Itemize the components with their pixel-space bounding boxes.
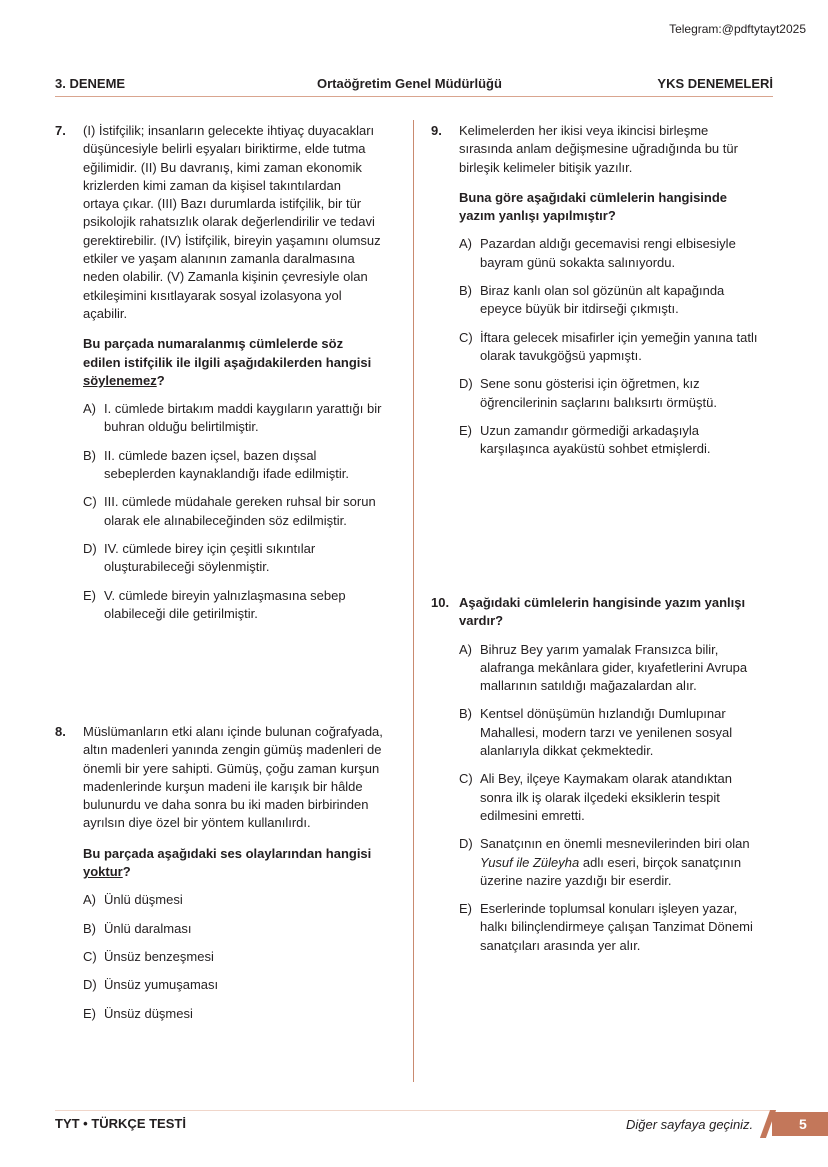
question-number: 9. xyxy=(431,123,442,138)
stem-emphasis: yoktur xyxy=(83,864,123,880)
option-label: C) xyxy=(459,771,473,787)
book-title: Yusuf ile Züleyha xyxy=(480,854,580,870)
option-text: Ünlü düşmesi xyxy=(104,892,183,908)
question-passage: Kelimelerden her ikisi veya ikincisi birleşme sırasında anlam değişmesine uğradığında bu tür birleşik kelimeler bitişik yazılır. xyxy=(459,123,738,175)
exam-number: 3. DENEME xyxy=(55,76,126,91)
option-b[interactable] xyxy=(459,282,781,319)
stem-emphasis: söylenemez xyxy=(83,372,157,388)
exam-series: YKS DENEMELERİ xyxy=(657,76,773,91)
option-text: Ali Bey, ilçeye Kaymakam olarak atandıktan sonra ilk iş olarak ilçedeki eksiklerin tespit edilmesini emretti. xyxy=(480,771,732,823)
option-label: B) xyxy=(83,920,96,936)
option-text: IV. cümlede birey için çeşitli sıkıntılar oluşturabileceği söylenmiştir. xyxy=(104,540,316,575)
option-b[interactable] xyxy=(83,447,405,484)
question-passage: Müslümanların etki alanı içinde bulunan coğrafyada, altın madenleri yanında zengin gümüş madenleri de önemli bir yere sahipti. Gümüş, çoğu zaman kurşun madenlerinde kurşun madeni ile karışık bir hâlde bulunurdu ve daha sonra bu iki maden birbirinden ayrılsın diye özel bir yöntem kullanılırdı. xyxy=(83,724,383,831)
page-header xyxy=(55,76,773,96)
option-text: İftara gelecek misafirler için yemeğin yanına tatlı olarak tavukgöğsü yapmıştı. xyxy=(480,329,758,363)
option-c[interactable] xyxy=(459,329,781,366)
option-b[interactable] xyxy=(83,920,405,938)
option-label: A) xyxy=(83,892,96,908)
option-text: Ünsüz yumuşaması xyxy=(104,977,219,993)
option-label: A) xyxy=(459,236,472,252)
option-label: B) xyxy=(83,447,96,463)
question-7 xyxy=(55,122,405,623)
option-e[interactable] xyxy=(83,1005,405,1023)
option-e[interactable] xyxy=(83,587,405,624)
option-text: III. cümlede müdahale gereken ruhsal bir sorun olarak ele alınabileceğinden söz edilmiştir. xyxy=(104,494,376,528)
question-10 xyxy=(431,594,781,955)
stem-text: Bu parçada numaralanmış cümlelerde söz edilen istifçilik ile ilgili aşağıdakilerden hangisi xyxy=(83,336,372,370)
question-stem: Buna göre aşağıdaki cümlelerin hangisinde yazım yanlışı yapılmıştır? xyxy=(459,189,728,224)
stem-text: Bu parçada aşağıdaki ses olaylarından hangisi xyxy=(83,845,372,861)
option-b[interactable] xyxy=(459,705,781,760)
option-label: D) xyxy=(83,977,97,993)
page-number: 5 xyxy=(799,1116,807,1132)
question-stem xyxy=(83,335,405,390)
option-d[interactable] xyxy=(83,976,405,994)
page-number-box xyxy=(772,1112,828,1136)
option-a[interactable] xyxy=(83,400,405,437)
option-e[interactable] xyxy=(459,422,781,459)
option-d[interactable] xyxy=(459,835,781,890)
option-text: Bihruz Bey yarım yamalak Fransızca bilir, alafranga mekânlara gider, kıyafetlerini Avrupa mallarının satıldığı mağazalardan alır. xyxy=(480,641,748,694)
stem-end: ? xyxy=(122,864,131,880)
option-e[interactable] xyxy=(459,900,781,955)
question-8 xyxy=(55,723,405,1023)
question-number: 7. xyxy=(55,123,66,138)
option-text: Biraz kanlı olan sol gözünün alt kapağında epeyce büyük bir itdirseği çıkmıştı. xyxy=(480,283,725,317)
option-d[interactable] xyxy=(459,375,781,412)
option-label: E) xyxy=(459,422,472,438)
question-stem: Aşağıdaki cümlelerin hangisinde yazım yanlışı vardır? xyxy=(459,595,746,629)
next-page-note: Diğer sayfaya geçiniz. xyxy=(626,1117,754,1132)
option-c[interactable] xyxy=(459,770,781,825)
option-text: Uzun zamandır görmediği arkadaşıyla karşılaşınca ayaküstü sohbet etmişlerdi. xyxy=(480,422,711,457)
option-label: C) xyxy=(459,329,473,345)
option-label: D) xyxy=(83,540,97,556)
option-label: D) xyxy=(459,376,473,392)
option-text: II. cümlede bazen içsel, bazen dışsal sebeplerden kaynaklandığı ifade edilmiştir. xyxy=(104,447,349,482)
option-text-after: adlı eseri, birçok sanatçının üzerine nazire yazdığı bir eserdir. xyxy=(480,854,742,888)
option-text: V. cümlede bireyin yalnızlaşmasına sebep olabileceği dile getirilmiştir. xyxy=(104,587,346,621)
option-label: E) xyxy=(459,901,472,917)
option-text: Ünsüz düşmesi xyxy=(104,1005,193,1021)
option-text: Ünlü daralması xyxy=(104,920,192,936)
question-passage: (I) İstifçilik; insanların gelecekte ihtiyaç duyacakları düşüncesiyle belirli eşyaları biriktirme, elde tutma eğilimidir. (II) Bu davranış, kimi zaman ekonomik krizlerden kimi zaman da kişisel takıntılardan ortaya çıkar. (III) Bazı durumlarda istifçilik, bir tür psikolojik rahatsızlık olarak değerlendirilir ve tedavi gerektirebilir. (IV) İstifçilik, bireyin yaşamını olumsuz etkiler ve yaşam alanının zamanla daralmasına neden olabilir. (V) Zamanla kişinin çevresiyle olan etkileşimini kısıtlayarak sosyal izolasyona yol açabilir. xyxy=(83,123,381,321)
option-label: A) xyxy=(83,401,96,417)
test-name: TYT • TÜRKÇE TESTİ xyxy=(55,1116,186,1131)
option-a[interactable] xyxy=(459,235,781,272)
footer-rule xyxy=(55,1110,773,1111)
option-text: Sene sonu gösterisi için öğretmen, kız öğrencilerinin saçlarını balıksırtı örmüştü. xyxy=(480,376,717,410)
column-divider xyxy=(413,120,414,1082)
option-a[interactable] xyxy=(459,641,781,696)
telegram-watermark: Telegram:@pdftytayt2025 xyxy=(669,22,806,36)
option-text: Ünsüz benzeşmesi xyxy=(104,948,214,964)
publisher-name: Ortaöğretim Genel Müdürlüğü xyxy=(317,76,502,91)
question-number: 8. xyxy=(55,724,66,739)
option-label: E) xyxy=(83,1005,96,1021)
option-label: E) xyxy=(83,587,96,603)
option-text: Eserlerinde toplumsal konuları işleyen yazar, halkı bilinçlendirmeye çalışan Tanzimat Dönemi sanatçıları arasında yer alır. xyxy=(480,901,753,953)
option-label: C) xyxy=(83,948,97,964)
option-label: B) xyxy=(459,706,472,722)
option-d[interactable] xyxy=(83,540,405,577)
question-number: 10. xyxy=(431,595,450,610)
option-label: A) xyxy=(459,641,472,657)
option-label: D) xyxy=(459,836,473,852)
option-c[interactable] xyxy=(83,493,405,530)
option-label: B) xyxy=(459,283,472,299)
option-text: Pazardan aldığı gecemavisi rengi elbisesiyle bayram günü sokakta salınıyordu. xyxy=(480,236,736,270)
option-text-before: Sanatçının en önemli mesnevilerinden biri olan xyxy=(480,836,750,852)
header-rule xyxy=(55,96,773,97)
option-c[interactable] xyxy=(83,948,405,966)
question-9 xyxy=(431,122,781,458)
option-text: Kentsel dönüşümün hızlandığı Dumlupınar Mahallesi, modern tarzı ve yenilenen sosyal alanlarıyla dikkat çekmektedir. xyxy=(480,706,733,759)
stem-end: ? xyxy=(156,372,165,388)
option-text: I. cümlede birtakım maddi kaygıların yarattığı bir buhran olduğu belirtilmiştir. xyxy=(104,401,382,435)
option-a[interactable] xyxy=(83,891,405,909)
question-stem xyxy=(83,845,405,882)
option-label: C) xyxy=(83,494,97,510)
